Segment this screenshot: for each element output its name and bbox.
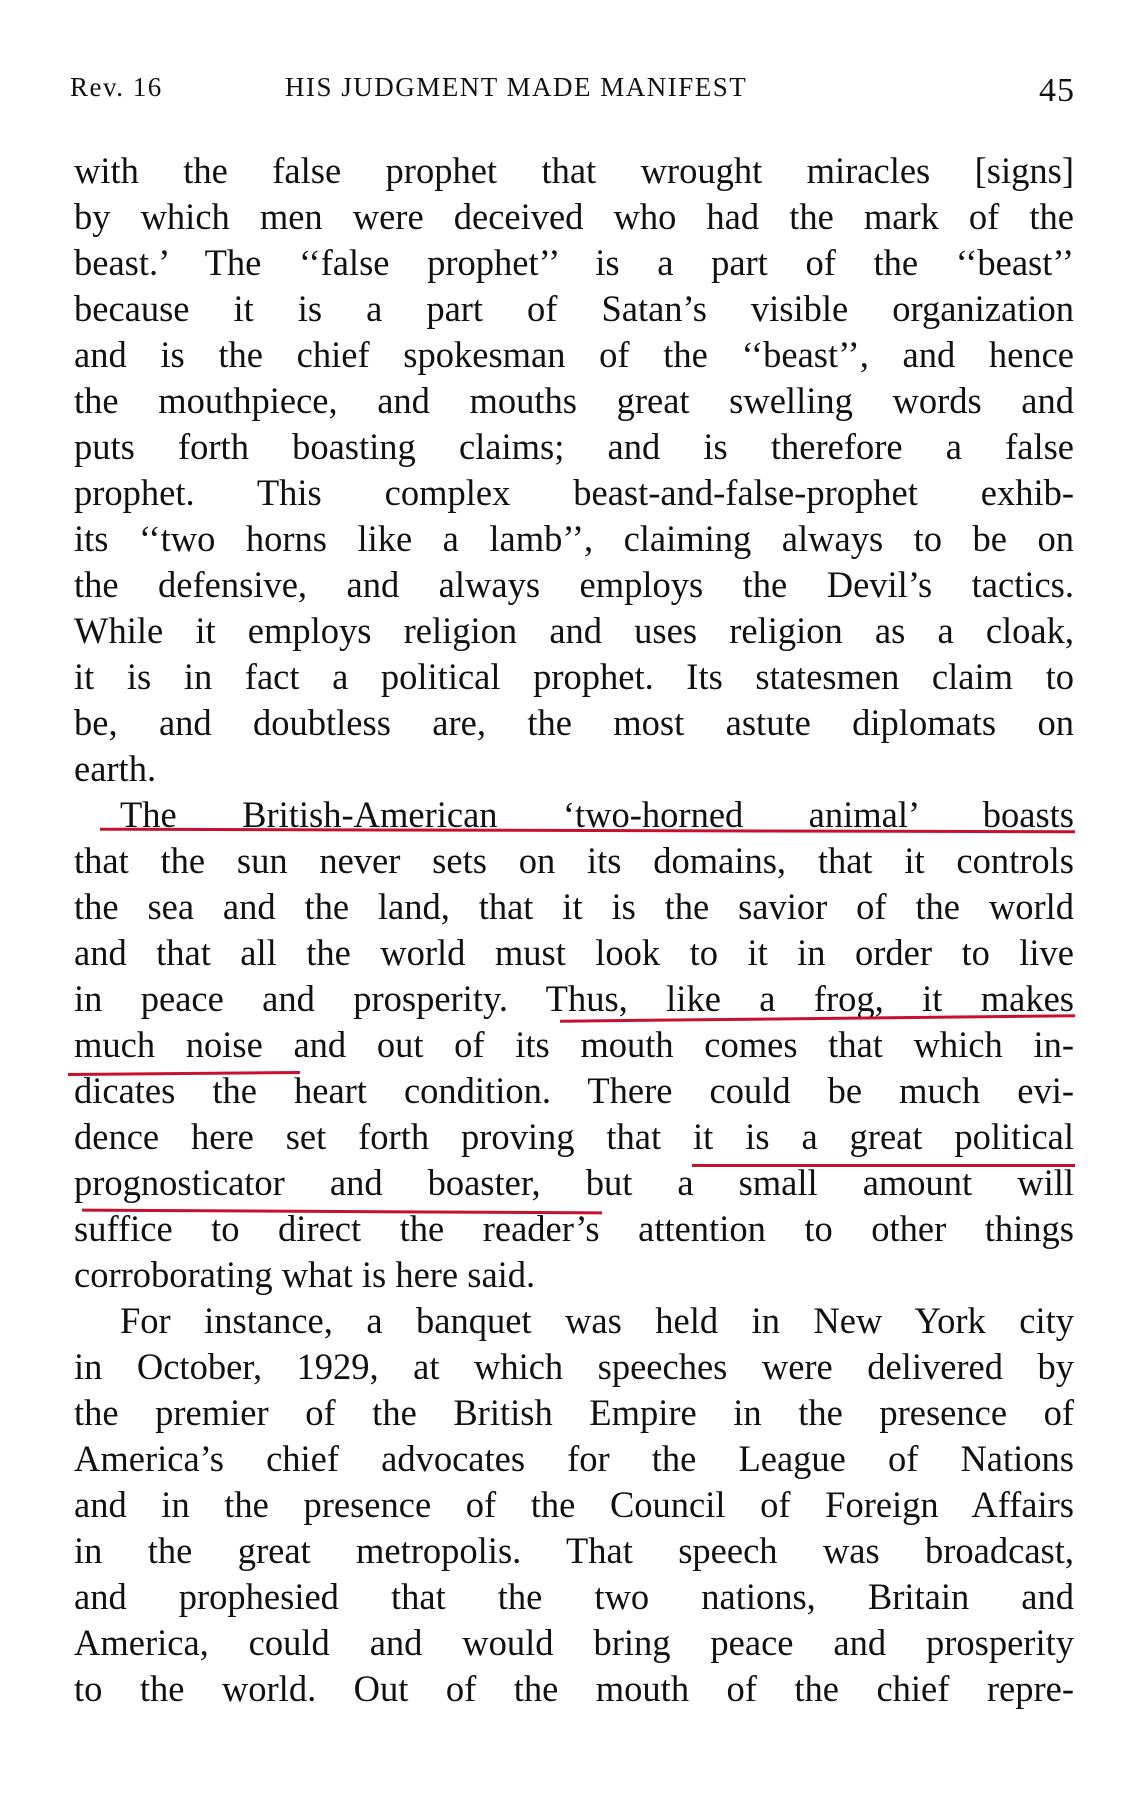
text-line: earth. <box>74 748 157 789</box>
text-line: America, could and would bring peace and prosperity <box>74 1622 1074 1663</box>
text-line: puts forth boasting claims; and is therefore a false <box>74 426 1074 467</box>
text-line: and is the chief spokesman of the ‘‘beast’’, and hence <box>74 334 1074 375</box>
text-line: While it employs religion and uses religion as a cloak, <box>74 610 1074 651</box>
text-line: The British-American ‘two-horned animal’ boasts <box>120 794 1074 835</box>
text-line: prophet. This complex beast-and-false-prophet exhib- <box>74 472 1074 513</box>
running-header <box>70 64 1075 114</box>
text-line: prognosticator and boaster, but a small amount will <box>74 1162 1074 1203</box>
text-line: and that all the world must look to it in order to live <box>74 932 1074 973</box>
text-line: to the world. Out of the mouth of the chief repre- <box>74 1668 1074 1709</box>
text-line: that the sun never sets on its domains, that it controls <box>74 840 1074 881</box>
text-line: corroborating what is here said. <box>74 1254 536 1295</box>
text-line: in the great metropolis. That speech was broadcast, <box>74 1530 1074 1571</box>
text-line: in October, 1929, at which speeches were delivered by <box>74 1346 1074 1387</box>
text-line: it is in fact a political prophet. Its statesmen claim to <box>74 656 1074 697</box>
running-head-reference: Rev. 16 <box>70 72 163 102</box>
body-text <box>74 148 1074 1712</box>
text-line: with the false prophet that wrought miracles [signs] <box>74 150 1074 191</box>
text-line: be, and doubtless are, the most astute diplomats on <box>74 702 1074 743</box>
text-line: the defensive, and always employs the Devil’s tactics. <box>74 564 1074 605</box>
text-line: the premier of the British Empire in the presence of <box>74 1392 1074 1433</box>
text-line: For instance, a banquet was held in New York city <box>120 1300 1074 1341</box>
text-line: because it is a part of Satan’s visible organization <box>74 288 1074 329</box>
text-line: and prophesied that the two nations, Britain and <box>74 1576 1074 1617</box>
text-line: suffice to direct the reader’s attention to other things <box>74 1208 1074 1249</box>
text-line: the sea and the land, that it is the savior of the world <box>74 886 1074 927</box>
text-line: and in the presence of the Council of Foreign Affairs <box>74 1484 1074 1525</box>
text-line: the mouthpiece, and mouths great swelling words and <box>74 380 1074 421</box>
running-head-title: HIS JUDGMENT MADE MANIFEST <box>285 72 748 102</box>
annotation-underline <box>692 1164 1075 1167</box>
text-line: America’s chief advocates for the League of Nations <box>74 1438 1074 1479</box>
text-line: its ‘‘two horns like a lamb’’, claiming always to be on <box>74 518 1074 559</box>
text-line: in peace and prosperity. Thus, like a frog, it makes <box>74 978 1074 1019</box>
text-line: much noise and out of its mouth comes that which in- <box>74 1024 1074 1065</box>
text-line: by which men were deceived who had the mark of the <box>74 196 1074 237</box>
page-number: 45 <box>1039 72 1075 109</box>
text-line: dence here set forth proving that it is a great political <box>74 1116 1074 1157</box>
text-line: dicates the heart condition. There could be much evi- <box>74 1070 1074 1111</box>
text-line: beast.’ The ‘‘false prophet’’ is a part of the ‘‘beast’’ <box>74 242 1074 283</box>
